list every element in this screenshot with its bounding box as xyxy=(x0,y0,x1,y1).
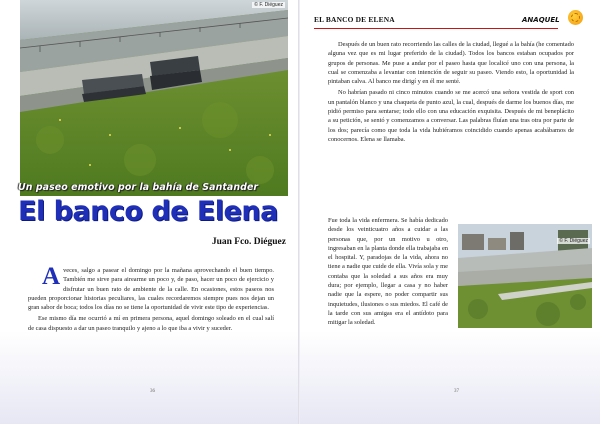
running-head-rule xyxy=(314,28,558,29)
running-head: EL BANCO DE ELENA xyxy=(314,15,395,24)
photo-credit: © F. Diéguez xyxy=(254,2,283,8)
paragraph xyxy=(28,263,274,312)
bay-promenade-photo xyxy=(20,0,288,196)
left-body-text xyxy=(28,263,274,335)
brand-logo-icon xyxy=(568,10,583,25)
bench-scene-illustration xyxy=(20,0,288,196)
narrow-column-text xyxy=(328,216,448,328)
paragraph: Después de un buen rato recorriendo las calles de la ciudad, llegué a la bahía (he comentado alguna vez que es mi lugar preferido de la ciudad). Todos los bancos estaban ocupados por grupos de personas. Me puse a andar por el paseo hasta que localicé uno con una persona, la cual se comenzaba a levantar con intención de seguir su paseo. Viendo esto, la oportunidad la pintaban calva. Al banco me dirigí y en él me senté. xyxy=(328,41,574,86)
right-body-text xyxy=(328,40,574,146)
paragraph-text: veces, salgo a pasear el domingo por la mañana aprovechando el buen tiempo. También me sirve para airearme un poco y, de paso, hacer un poco de ejercicio y disfrutar un buen rato de ambiente de la calle. En ocasiones, estos paseos nos pueden proporcionar historias peculiares, las cuales recordaremos siempre pues nos dejan un gran sabor de boca; todos los días no se tiene la oportunidad de vivir este tipo de experiencias. xyxy=(28,267,274,312)
drop-cap: A xyxy=(42,263,61,290)
paragraph: Fue toda la vida enfermera. Se había dedicado desde los veinticuatro años a cuidar a las personas que, por un motivo u otro, ingresaban en la planta donde ella trabajaba en el hospital. Y, paradojas de la vida, ahora no tiene a nadie que cuide de ella. Vivía sola y me contaba que la soledad a sus años era muy dura; por ejemplo, llegar a casa y no haber nadie que la espere, no poder compartir sus inquietudes, ilusiones o sus miedos. El café de la tarde con sus amigas era el antídoto para mitigar la soledad. xyxy=(328,217,448,327)
right-page xyxy=(300,0,600,424)
article-author: Juan Fco. Diéguez xyxy=(211,237,286,247)
article-title: El banco de Elena xyxy=(18,196,278,227)
page-number: 37 xyxy=(454,389,459,394)
article-subtitle: Un paseo emotivo por la bahía de Santander xyxy=(18,182,259,193)
magazine-brand: ANAQUEL xyxy=(522,16,560,24)
page-number: 36 xyxy=(150,389,155,394)
seafront-photo xyxy=(458,224,592,328)
paragraph: Ese mismo día me ocurrió a mí en primera persona, aquel domingo soleado en el cual salí de casa dispuesto a dar un paseo tranquilo y ajeno a lo que iba a vivir y suceder. xyxy=(28,315,274,332)
paragraph: No habrían pasado ni cinco minutos cuando se me acercó una señora vestida de sport con un pantalón blanco y una chaqueta de punto azul, la cual, después de darme los buenos días, me pidió permiso para sentarse; todo ello con una educación exquisita. Después de mi beneplácito a su petición, se sentó y comenzamos a conversar. Las palabras fluían una tras otra por parte de los dos; parecía como que toda la vida hubiéramos coincidido cuando apenas acabábamos de conocernos. Elena se llamaba. xyxy=(328,89,574,143)
photo-credit: © F. Diéguez xyxy=(559,238,588,244)
